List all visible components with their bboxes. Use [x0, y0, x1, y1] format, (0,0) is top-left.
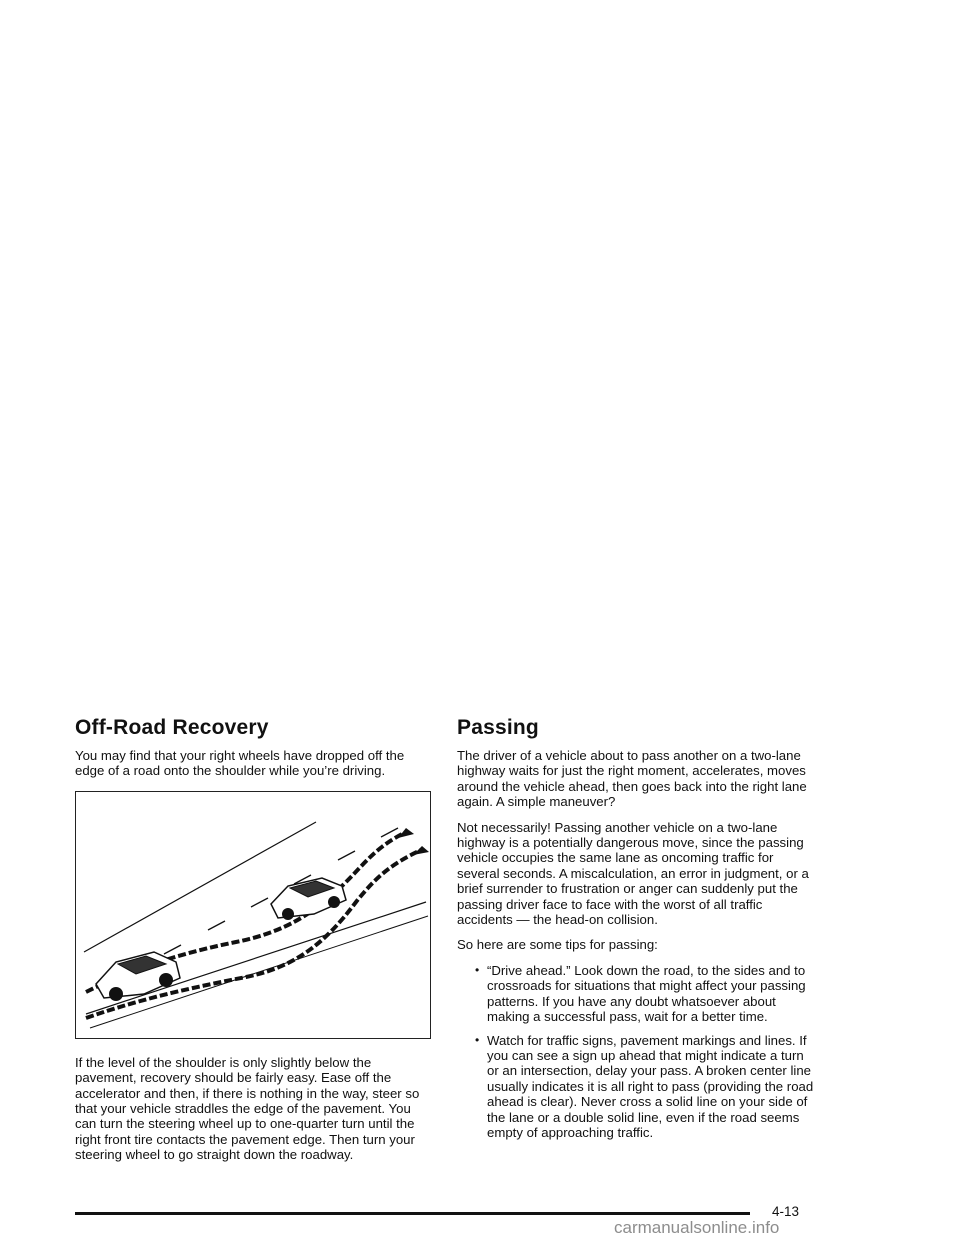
passing-paragraph-1: The driver of a vehicle about to pass another on a two-lane highway waits for just the right moment, accelerates, moves around the vehicle ahead, then goes back into the right lane again. A simple maneuver?: [457, 748, 807, 810]
off-road-recovery-illustration: [75, 791, 431, 1039]
road-illustration-svg: [76, 792, 431, 1039]
page-number: 4-13: [772, 1204, 800, 1219]
road-far-edge: [84, 822, 316, 952]
list-item: [475, 1033, 819, 1141]
passing-section: [457, 716, 819, 1148]
passing-paragraph-2: Not necessarily! Passing another vehicle on a two-lane highway is a potentially dangerous move, since the passing vehicle occupies the same lane as oncoming traffic for several seconds. A miscalculation, an error in judgment, or a brief surrender to frustration or anger can suddenly put the passing driver face to face with the worst of all traffic accidents — the head-on collision.: [457, 819, 809, 928]
tip-text: Watch for traffic signs, pavement markings and lines. If you can see a sign up ahead that might indicate a turn or an intersection, delay your pass. A broken center line usually indicates it is all right to pass (providing the road ahead is clear). Never cross a solid line on your side of the lane or a double solid line, even if the road seems empty of approaching traffic.: [487, 1032, 814, 1140]
list-item: [475, 963, 819, 1025]
bullet-icon: •: [475, 1032, 480, 1047]
intro-paragraph: You may find that your right wheels have dropped off the edge of a road onto the shoulder while you’re driving.: [75, 748, 405, 779]
tips-intro: So here are some tips for passing:: [457, 937, 658, 953]
tip-text: “Drive ahead.” Look down the road, to the sides and to crossroads for situations that might affect your passing patterns. If you have any doubt whatsoever about making a successful pass, wait for a better time.: [487, 962, 806, 1025]
front-car-drawing: [271, 878, 346, 920]
off-road-recovery-section: [75, 716, 433, 1173]
footer-rule: [75, 1212, 750, 1215]
section-heading: Off-Road Recovery: [75, 716, 269, 739]
bullet-icon: •: [475, 962, 480, 977]
section-heading: Passing: [457, 716, 539, 739]
tips-list: [457, 963, 819, 1140]
watermark: carmanualsonline.info: [614, 1218, 780, 1237]
recovery-paragraph: If the level of the shoulder is only slightly below the pavement, recovery should be fairly easy. Ease off the accelerator and then, if there is nothing in the way, steer so that your vehicle straddles the edge of the pavement. You can turn the steering wheel up to one-quarter turn until the right front tire contacts the pavement edge. Then turn your steering wheel to go straight down the roadway.: [75, 1054, 420, 1163]
